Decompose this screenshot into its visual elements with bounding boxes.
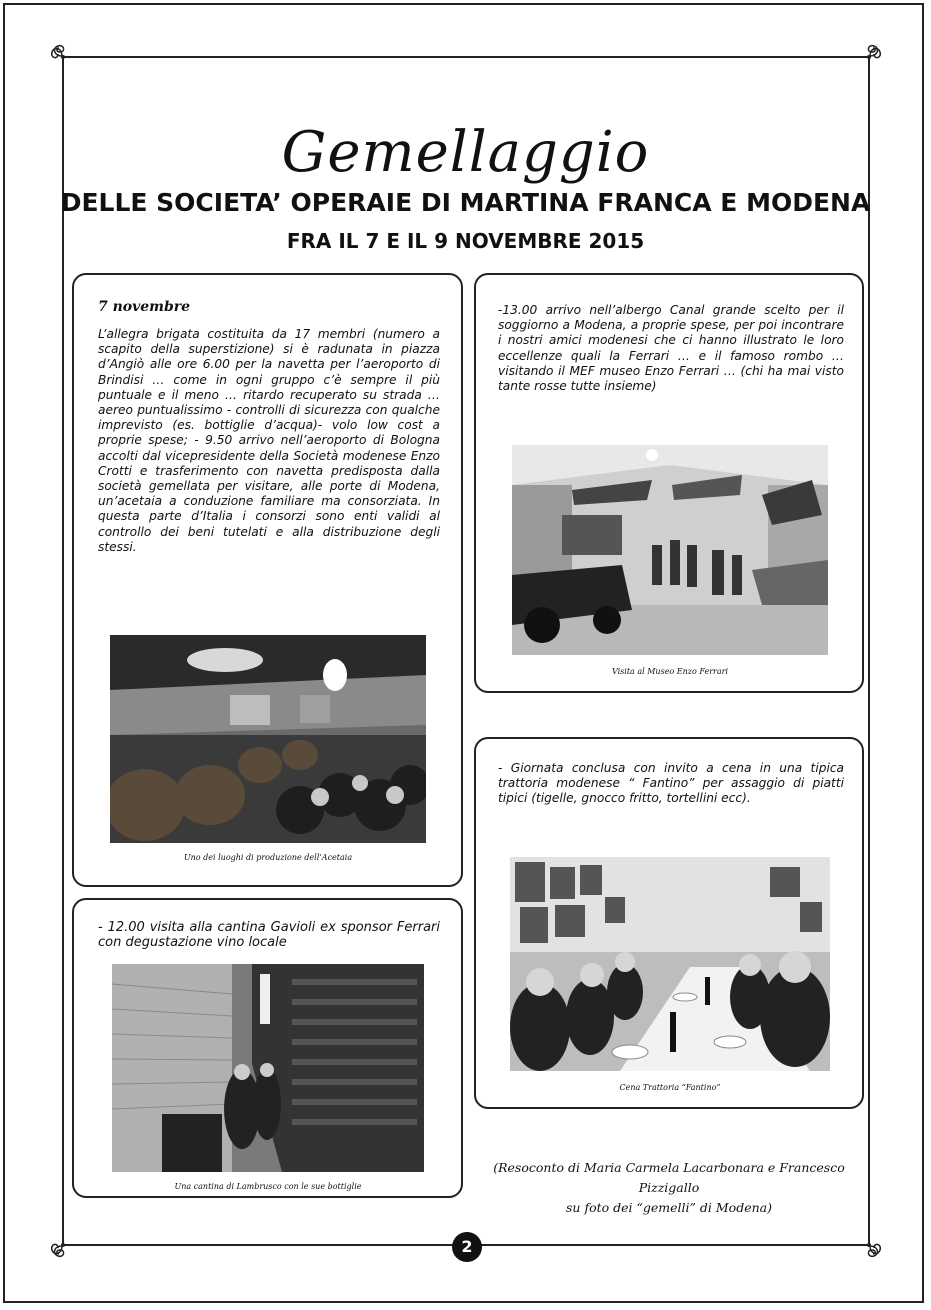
photo-caption: Uno dei luoghi di produzione dell’Acetaia: [183, 853, 353, 862]
photo-caption: Cena Trattoria “Fantino”: [619, 1083, 721, 1092]
article-text: -13.00 arrivo nell’albergo Canal grande scelto per il soggiorno a Modena, a proprie spese, per poi incontrare i nostri amici modenesi che ci hanno illustrato le loro eccellenze quali la Ferrari … e il famoso rombo … visitando il MEF museo Enzo Ferrari … (chi ha mai visto tante rosse tutte insieme): [498, 303, 844, 394]
corner-ornament: [46, 40, 80, 74]
corner-ornament: [852, 40, 886, 74]
article-box-trattoria: [474, 737, 864, 1109]
corner-ornament: [852, 1228, 886, 1262]
article-text: L’allegra brigata costituita da 17 membri (numero a scapito della superstizione) si è radunata in piazza d’Angiò alle ore 6.00 per la navetta per l’aeroporto di Brindisi … come in ogni gruppo c’è sempre il più puntuale e il meno … ritardo recuperato su strada … aereo puntualissimo - controlli di sicurezza con qualche imprevisto (es. bottiglie d’acqua)- volo low cost a proprie spese; - 9.50 arrivo nell’aeroporto di Bologna accolti dal vicepresidente della Società modenese Enzo Crotti e trasferimento con navetta predisposta dalla società gemellata per visitare, alle porte di Modena, un’acetaia a conduzione familiare ma consorziata. In questa parte d’Italia i consorzi sono enti validi al controllo dei beni tutelati e alla distribuzione degli stessi.: [98, 327, 440, 554]
photo-trattoria: [510, 857, 830, 1071]
credit-note: [474, 1158, 864, 1218]
photo-acetaia: [110, 635, 426, 843]
article-box-museo: [474, 273, 864, 693]
credit-line: (Resoconto di Maria Carmela Lacarbonara e Francesco Pizzigallo: [493, 1160, 845, 1195]
script-title: Gemellaggio: [281, 120, 650, 185]
main-title: DELLE SOCIETA’ OPERAIE DI MARTINA FRANCA E MODENA: [60, 188, 871, 217]
article-box-acetaia: [72, 273, 463, 887]
page-number: 2: [452, 1232, 482, 1262]
article-box-cantina: [72, 898, 463, 1198]
photo-museo-ferrari: [512, 445, 828, 655]
credit-line: su foto dei “gemelli” di Modena): [566, 1200, 772, 1215]
date-heading: 7 novembre: [98, 299, 191, 315]
article-text: - 12.00 visita alla cantina Gavioli ex sponsor Ferrari con degustazione vino locale: [98, 920, 440, 951]
photo-cantina: [112, 964, 424, 1172]
corner-ornament: [46, 1228, 80, 1262]
subtitle: FRA IL 7 E IL 9 NOVEMBRE 2015: [286, 229, 645, 253]
article-text: - Giornata conclusa con invito a cena in una tipica trattoria modenese “ Fantino” per assaggio di piatti tipici (tigelle, gnocco fritto, tortellini ecc).: [498, 761, 844, 806]
photo-caption: Visita al Museo Enzo Ferrari: [611, 667, 728, 676]
photo-caption: Una cantina di Lambrusco con le sue bottiglie: [174, 1182, 362, 1191]
